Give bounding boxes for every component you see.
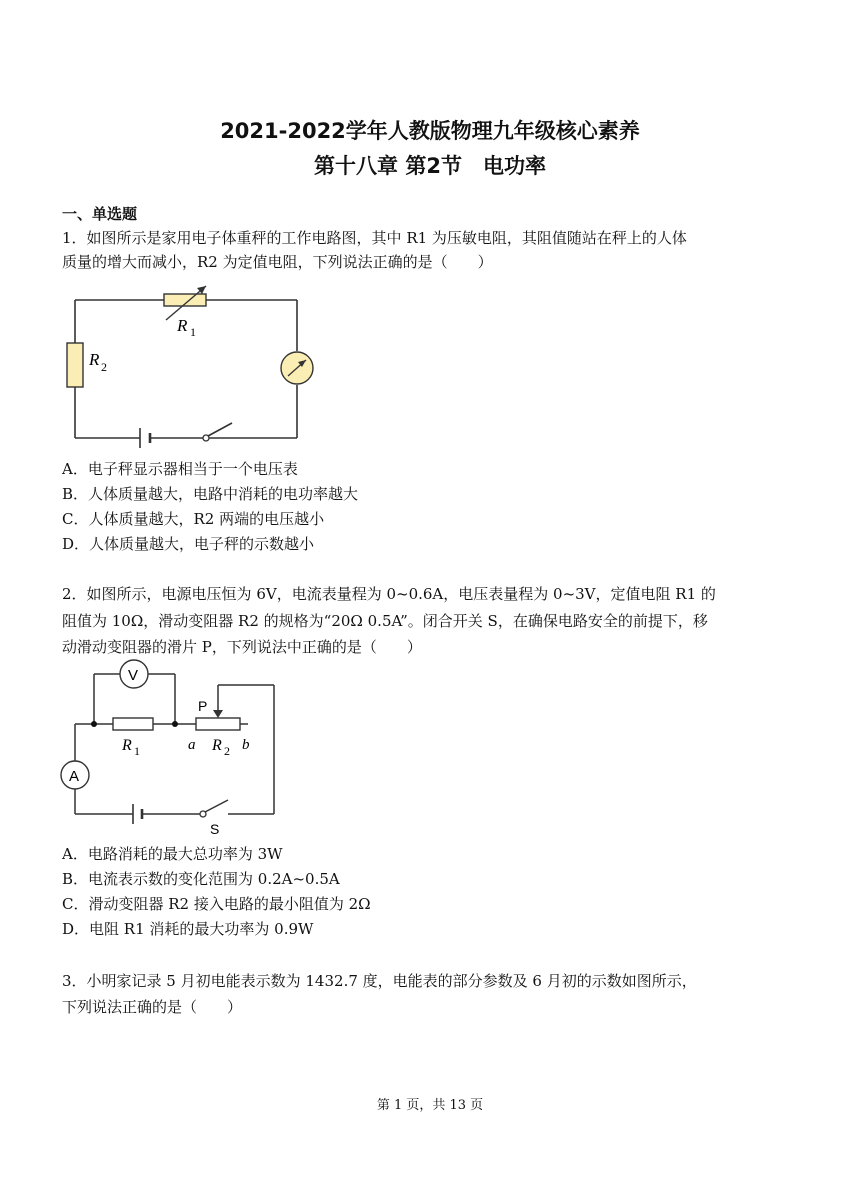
r2-end-b-label: b <box>242 737 250 753</box>
r2-subscript: 2 <box>224 744 230 758</box>
r2-resistor <box>67 343 83 387</box>
q1-option-c: C．人体质量越大，R2 两端的电压越小 <box>62 510 325 528</box>
q3-text-line1: 3．小明家记录 5 月初电能表示数为 1432.7 度，电能表的部分参数及 6 月初的示数如图所示， <box>62 972 697 990</box>
q1-text-line2: 质量的增大而减小，R2 为定值电阻，下列说法正确的是（ ） <box>62 253 493 271</box>
r1-label: R <box>177 316 188 335</box>
section-heading: 一、单选题 <box>62 205 138 223</box>
q1-option-b: B．人体质量越大，电路中消耗的电功率越大 <box>62 485 359 503</box>
q2-option-d: D．电阻 R1 消耗的最大功率为 0.9W <box>62 920 314 938</box>
q3-text-line2: 下列说法正确的是（ ） <box>62 998 243 1016</box>
ammeter-label: A <box>69 768 80 785</box>
r1-label: R <box>122 737 132 754</box>
voltmeter-label: V <box>128 667 139 684</box>
q2-option-a: A．电路消耗的最大总功率为 3W <box>62 845 283 863</box>
q2-text-line3: 动滑动变阻器的滑片 P，下列说法中正确的是（ ） <box>62 638 422 656</box>
q1-option-d: D．人体质量越大，电子秤的示数越小 <box>62 535 315 553</box>
q2-option-c: C．滑动变阻器 R2 接入电路的最小阻值为 2Ω <box>62 895 371 913</box>
r2-resistor <box>196 718 240 730</box>
r1-resistor <box>113 718 153 730</box>
q2-text-line1: 2．如图所示，电源电压恒为 6V，电流表量程为 0~0.6A，电压表量程为 0~3V，定值电阻 R1 的 <box>62 585 716 603</box>
q1-option-a: A．电子秤显示器相当于一个电压表 <box>62 460 298 478</box>
r2-label: R <box>212 737 222 754</box>
switch-label: S <box>210 821 220 837</box>
q1-text-line1: 1．如图所示是家用电子体重秤的工作电路图，其中 R1 为压敏电阻，其阻值随站在秤上的人体 <box>62 229 687 247</box>
q2-text-line2: 阻值为 10Ω，滑动变阻器 R2 的规格为“20Ω 0.5A”。闭合开关 S，在确保电路安全的前提下，移 <box>62 612 708 630</box>
r2-subscript: 2 <box>101 360 107 374</box>
page-subtitle: 第十八章 第2节 电功率 <box>314 154 546 178</box>
page-title: 2021-2022学年人教版物理九年级核心素养 <box>220 119 640 143</box>
q1-circuit-diagram <box>60 283 330 448</box>
slider-arrow-icon <box>213 710 223 718</box>
r2-end-a-label: a <box>188 737 196 753</box>
page-footer: 第 1 页，共 13 页 <box>376 1098 484 1113</box>
slider-label: P <box>198 698 208 714</box>
r1-subscript: 1 <box>190 325 196 339</box>
q2-circuit-diagram <box>58 657 288 837</box>
r1-subscript: 1 <box>134 744 140 758</box>
r2-label: R <box>89 350 100 369</box>
q2-option-b: B．电流表示数的变化范围为 0.2A~0.5A <box>62 870 340 888</box>
